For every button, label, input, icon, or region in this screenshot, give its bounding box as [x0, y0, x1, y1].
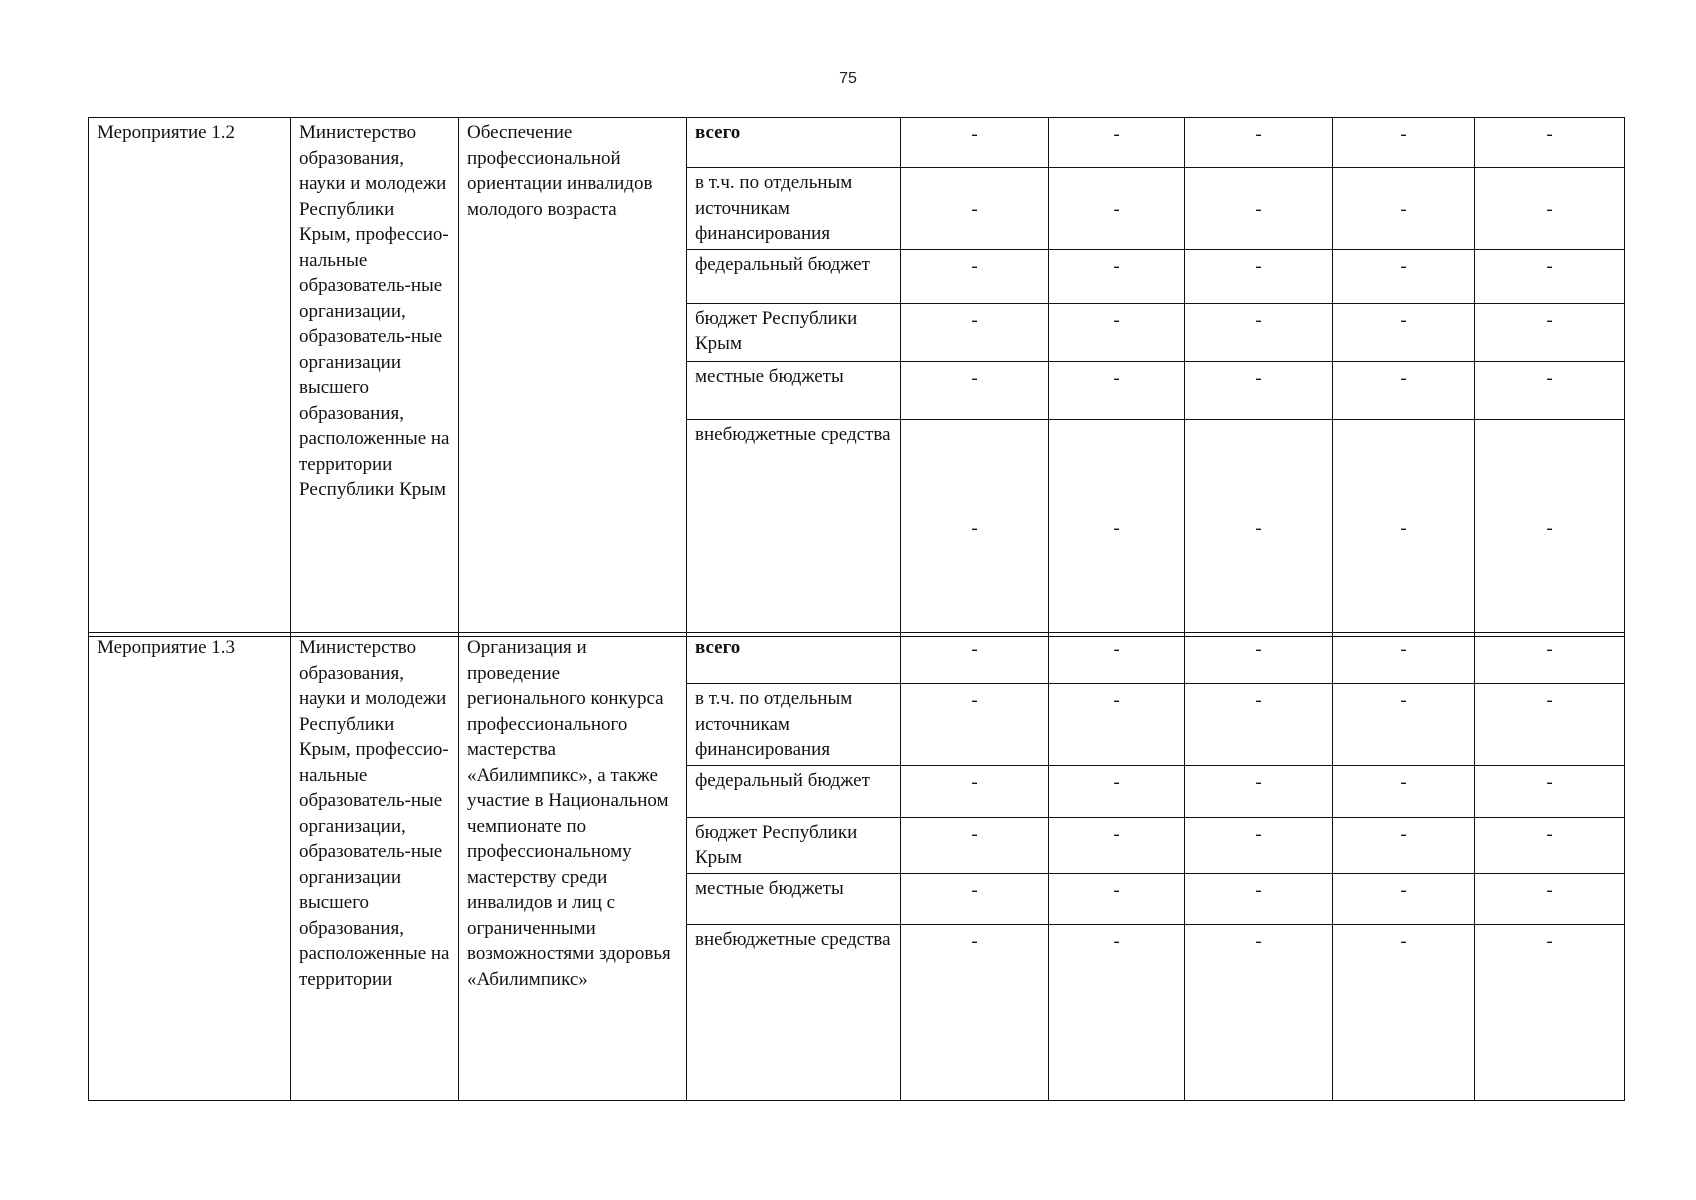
funding-source: федеральный бюджет — [687, 765, 901, 817]
value-cell: - — [1185, 873, 1333, 924]
value-cell: - — [1049, 361, 1185, 419]
value-cell: - — [1333, 924, 1475, 1100]
value-cell: - — [1049, 924, 1185, 1100]
value-cell: - — [1475, 817, 1625, 873]
funding-source: всего — [687, 118, 901, 168]
value-cell: - — [1049, 303, 1185, 361]
value-cell: - — [1185, 817, 1333, 873]
value-cell: - — [901, 361, 1049, 419]
funding-source: всего — [687, 633, 901, 684]
value-cell: - — [1475, 924, 1625, 1100]
measure-executors: Министерство образования, науки и молодежи Республики Крым, профессио-нальные образователь-ные организации, образователь-ные организации высшего образования, расположенные на территории — [291, 633, 459, 1101]
value-cell: - — [901, 633, 1049, 684]
value-cell: - — [1333, 817, 1475, 873]
value-cell: - — [1049, 249, 1185, 303]
value-cell: - — [1333, 118, 1475, 168]
funding-source: бюджет Республики Крым — [687, 303, 901, 361]
value-cell: - — [1185, 765, 1333, 817]
measure-name: Обеспечение профессиональной ориентации инвалидов молодого возраста — [459, 118, 687, 637]
value-cell: - — [1049, 817, 1185, 873]
funding-source: местные бюджеты — [687, 361, 901, 419]
funding-source: внебюджетные средства — [687, 924, 901, 1100]
value-cell: - — [1185, 419, 1333, 636]
value-cell: - — [1475, 419, 1625, 636]
value-cell: - — [1049, 684, 1185, 766]
value-cell: - — [1185, 361, 1333, 419]
value-cell: - — [1049, 118, 1185, 168]
measure-title: Мероприятие 1.2 — [89, 118, 291, 637]
value-cell: - — [1333, 684, 1475, 766]
funding-source: в т.ч. по отдельным источникам финансирования — [687, 684, 901, 766]
value-cell: - — [1049, 168, 1185, 250]
funding-source: федеральный бюджет — [687, 249, 901, 303]
value-cell: - — [1475, 873, 1625, 924]
value-cell: - — [1475, 684, 1625, 766]
value-cell: - — [1185, 249, 1333, 303]
value-cell: - — [901, 303, 1049, 361]
measure-table-1-3 — [88, 632, 1625, 1101]
value-cell: - — [901, 249, 1049, 303]
value-cell: - — [1333, 249, 1475, 303]
value-cell: - — [1185, 924, 1333, 1100]
value-cell: - — [901, 924, 1049, 1100]
page-number: 75 — [839, 70, 857, 87]
value-cell: - — [901, 168, 1049, 250]
value-cell: - — [901, 118, 1049, 168]
value-cell: - — [1333, 633, 1475, 684]
value-cell: - — [1185, 633, 1333, 684]
measure-name: Организация и проведение регионального конкурса профессионального мастерства «Абилимпикс», а также участие в Национальном чемпионате по профессиональному мастерству среди инвалидов и лиц с ограниченными возможностями здоровья «Абилимпикс» — [459, 633, 687, 1101]
value-cell: - — [1333, 765, 1475, 817]
value-cell: - — [1333, 303, 1475, 361]
funding-source: бюджет Республики Крым — [687, 817, 901, 873]
value-cell: - — [901, 765, 1049, 817]
funding-source: местные бюджеты — [687, 873, 901, 924]
value-cell: - — [1333, 419, 1475, 636]
value-cell: - — [1475, 249, 1625, 303]
value-cell: - — [901, 817, 1049, 873]
value-cell: - — [1475, 118, 1625, 168]
value-cell: - — [901, 873, 1049, 924]
measure-title: Мероприятие 1.3 — [89, 633, 291, 1101]
value-cell: - — [1185, 684, 1333, 766]
value-cell: - — [1475, 633, 1625, 684]
funding-source: внебюджетные средства — [687, 419, 901, 636]
value-cell: - — [1185, 303, 1333, 361]
value-cell: - — [1185, 168, 1333, 250]
value-cell: - — [1049, 419, 1185, 636]
value-cell: - — [1475, 303, 1625, 361]
value-cell: - — [1333, 361, 1475, 419]
value-cell: - — [1333, 873, 1475, 924]
table-row — [89, 633, 1625, 684]
value-cell: - — [1049, 633, 1185, 684]
value-cell: - — [1049, 765, 1185, 817]
measure-executors: Министерство образования, науки и молодежи Республики Крым, профессио-нальные образователь-ные организации, образователь-ные организации высшего образования, расположенные на территории Республики Крым — [291, 118, 459, 637]
table-row — [89, 118, 1625, 168]
value-cell: - — [1475, 168, 1625, 250]
value-cell: - — [1185, 118, 1333, 168]
value-cell: - — [901, 684, 1049, 766]
measure-table-1-2 — [88, 117, 1625, 637]
value-cell: - — [1333, 168, 1475, 250]
value-cell: - — [1475, 765, 1625, 817]
funding-source: в т.ч. по отдельным источникам финансирования — [687, 168, 901, 250]
value-cell: - — [1049, 873, 1185, 924]
value-cell: - — [901, 419, 1049, 636]
value-cell: - — [1475, 361, 1625, 419]
